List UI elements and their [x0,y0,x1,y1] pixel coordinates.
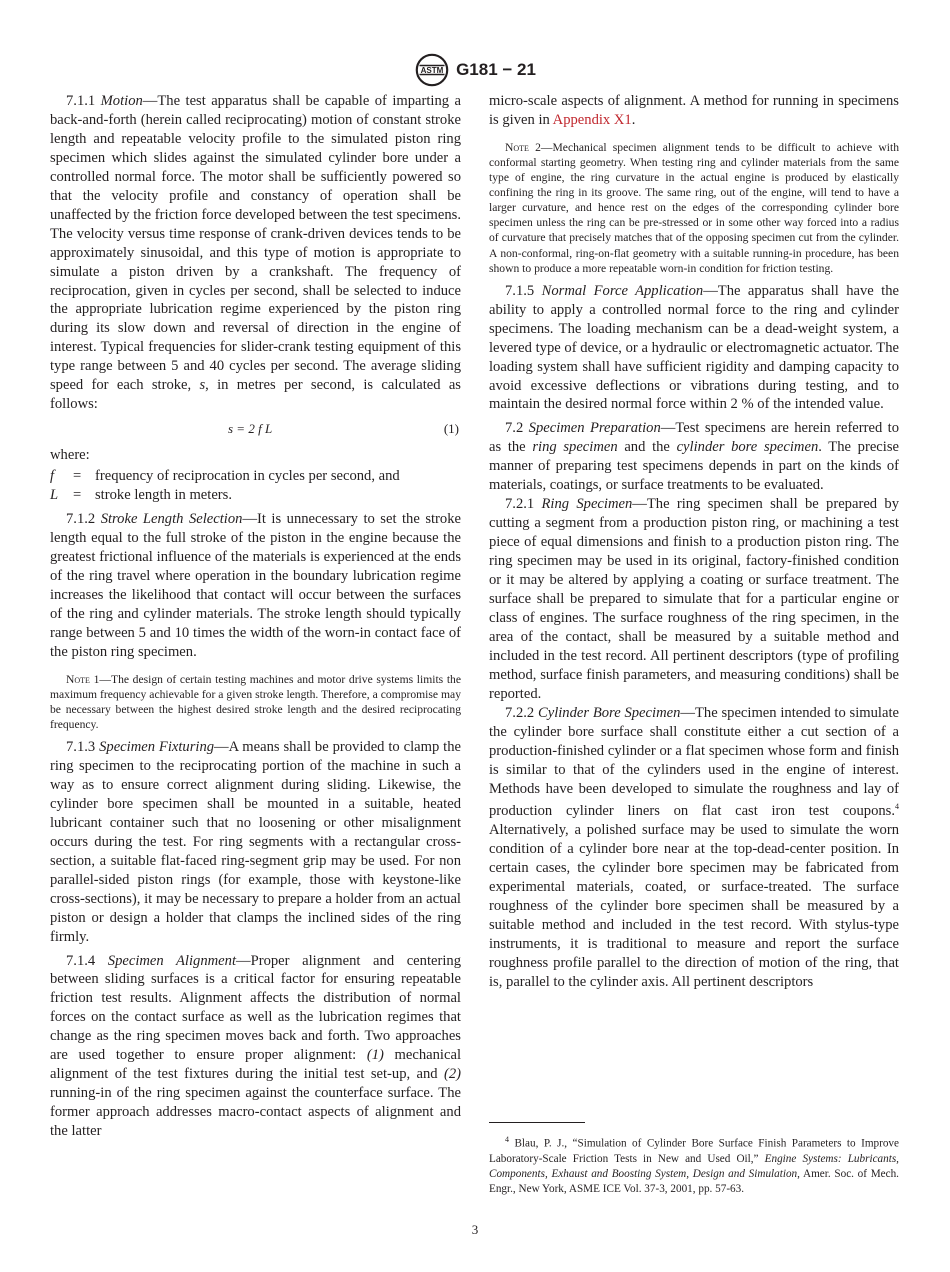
variable-l: L = stroke length in meters. [50,487,232,504]
section-7-1-5: 7.1.5 Normal Force Application—The apparatus shall have the ability to apply a controlled normal force to the ring and cylinder specimens. The loading mechanism can be a dead-weight system, a levered type of device, or a hydraulic or electromagnetic actuator. The loading system shall have sufficient rigidity and damping capacity to avoid excessive deflections or vibrations during testing, and to maintain the desired normal force within 2 % of the intended value. [489,282,899,413]
footnote-ref-4[interactable]: 4 [895,802,899,812]
section-7-1-4-continued: micro-scale aspects of alignment. A method for running in specimens is given in Appendix X1. [489,93,899,128]
svg-text:ASTM: ASTM [420,66,444,76]
equation-number: (1) [443,421,459,437]
footnote-4: $^4$ Blau, P. J., “Simulation of Cylinder Bore Surface Finish Parameters to Improve Laboratory-Scale Friction Tests in New and Used Oil,” Engine Systems: Lubricants, Components, Exhaust and Boosting System, Design and Simulation, Amer. Soc. of Mech. Engr., New York, ASME ICE Vol. 37-3, 2001, pp. 57-63. [489,1135,899,1196]
note-1: Note 1—The design of certain testing machines and motor drive systems limits the maximum frequency achievable for a given stroke length. Therefore, a compromise may be necessary between the highest desired stroke length and the desired reciprocating frequency. [50,672,461,731]
astm-logo [414,53,450,87]
where-label: where: [50,447,90,464]
variable-list [50,467,461,505]
left-column [50,92,461,1141]
section-7-1-2: 7.1.2 Stroke Length Selection—It is unnecessary to set the stroke length equal to the full stroke of the piston in the engine because the greatest frictional influence of the materials is experienced at the ends of the ring travel where operation in the boundary lubrication regime increases the likelihood that contact will occur between the surfaces of the ring and cylinder materials. The stroke length should typically range between 5 and 10 times the width of the worn-in contact face of the piston ring specimen. [50,511,461,660]
footnote-divider [489,1122,585,1123]
section-7-1-3: 7.1.3 Specimen Fixturing—A means shall be provided to clamp the ring specimen to the reciprocating portion of the machine in such a way as to ensure correct alignment during sliding. Likewise, the cylinder bore specimen shall be mounted in a suitable, heated lubricant container such that no loosening or other misalignment occurs during the test. For ring segments with a rectangular cross-section, a suitable flat-faced ring-segment grip may be used. For non parallel-sided piston rings (for example, those with keystone-like cross-sections), it may be necessary to prepare a holder from an actual piston or design a holder that clamps the inclined sides of the ring firmly. [50,739,461,945]
section-7-2-1: 7.2.1 Ring Specimen—The ring specimen shall be prepared by cutting a segment from a production piston ring, or machining a test piece of equal dimensions and finish to a production piston ring. The ring specimen may be used in its original, factory-finished condition or it may be altered by applying a coating or surface treatment. The surface shall be prepared to simulate that for a particular engine or class of engines. The surface roughness of the ring specimen, in the area of the contact, shall be measured by a suitable method and included in the test record. All pertinent descriptors (type of profiling method, surface finish parameters, and measuring conditions) shall be reported. [489,496,899,702]
right-column [489,92,899,992]
document-designation: G181 − 21 [456,60,536,79]
section-7-2: 7.2 Specimen Preparation—Test specimens are herein referred to as the ring specimen and the cylinder bore specimen. The precise manner of preparing test specimens depends in part on the kinds of materials, coatings, or surface treatments to be evaluated. [489,420,900,494]
page-number: 3 [471,1222,479,1237]
note-2: Note 2—Mechanical specimen alignment tends to be difficult to achieve with conformal starting geometry. When testing ring and cylinder materials from the same type of engine, the ring curvature in the actual engine is produced by elastically confining the ring in its groove. The same ring, out of the engine, will tend to have a larger curvature, and hence rest on the edges of the corresponding cylinder bore specimen unless the ring can be pre-stressed or in some other way forced into a radius of curvature that precisely matches that of the opposing specimen cut from the cylinder. A non-conformal, ring-on-flat geometry with a suitable running-in procedure, has been shown to produce a more repeatable worn-in condition for friction testing. [489,140,899,275]
section-7-1-4: 7.1.4 Specimen Alignment—Proper alignment and centering between sliding surfaces is a critical factor for ensuring repeatable friction test results. Alignment affects the distribution of normal forces on the contact surface as well as the lubrication regimes that change as the ring specimen moves back and forth. Two approaches are used together to ensure proper alignment: (1) mechanical alignment of the test fixtures during the initial test set-up, and (2) running-in of the ring specimen against the counterface surface. The former approach addresses macro-contact aspects of alignment and the latter [50,952,461,1140]
section-7-2-2: 7.2.2 Cylinder Bore Specimen—The specimen intended to simulate the cylinder bore surface shall constitute either a cut section of a production-finished cylinder or a flat specimen whose form and finish is similar to that of the cylinders used in the engine of interest. Methods have been developed to simulate the roughness and lay of production cylinder liners on flat cast iron test coupons.$^4$ Alternatively, a polished surface may be used to simulate the worn condition of a cylinder bore near at the top-dead-center position. In certain cases, the cylinder bore specimen may be fabricated from experimental materials, coated, or surface-treated. The surface roughness of the cylinder bore specimen shall be measured by a suitable method and included in the test record. With stylus-type instruments, it is traditional to measure and report the surface roughness profile parallel to the direction of motion of the ring, that is, parallel to the cylinder axis. All pertinent descriptors [489,704,899,990]
appendix-x1-link[interactable]: Appendix X1 [552,111,632,128]
section-7-1-1: 7.1.1 Motion—The test apparatus shall be capable of imparting a back-and-forth (herein called reciprocating) motion of constant stroke length and repeatable velocity profile to the simulated piston ring specimen which slides against the simulated cylinder bore under a controlled normal force. The motor shall be sufficiently powered so that the velocity profile and constancy of operation shall be unaffected by the friction force developed between the test specimens. The velocity versus time response of crank-driven devices tends to be approximately sinusoidal, and this type of motion is appropriate to simulate a piston driven by a crankshaft. The frequency of reciprocation, given in cycles per second, shall be selected to induce the appropriate lubrication regime experienced by the piston ring during its slow down and reversal of direction in the engine of interest. Typical frequencies for slider-crank testing equipment of this type range between 5 and 40 cycles per second. The average sliding speed for each stroke, s, in metres per second, is calculated as follows: [50,93,461,413]
equation-1 [50,420,461,439]
equation-text: s = 2 f L [228,421,273,437]
page-header [0,52,950,88]
variable-f: f = frequency of reciprocation in cycles per second, and [50,468,400,485]
